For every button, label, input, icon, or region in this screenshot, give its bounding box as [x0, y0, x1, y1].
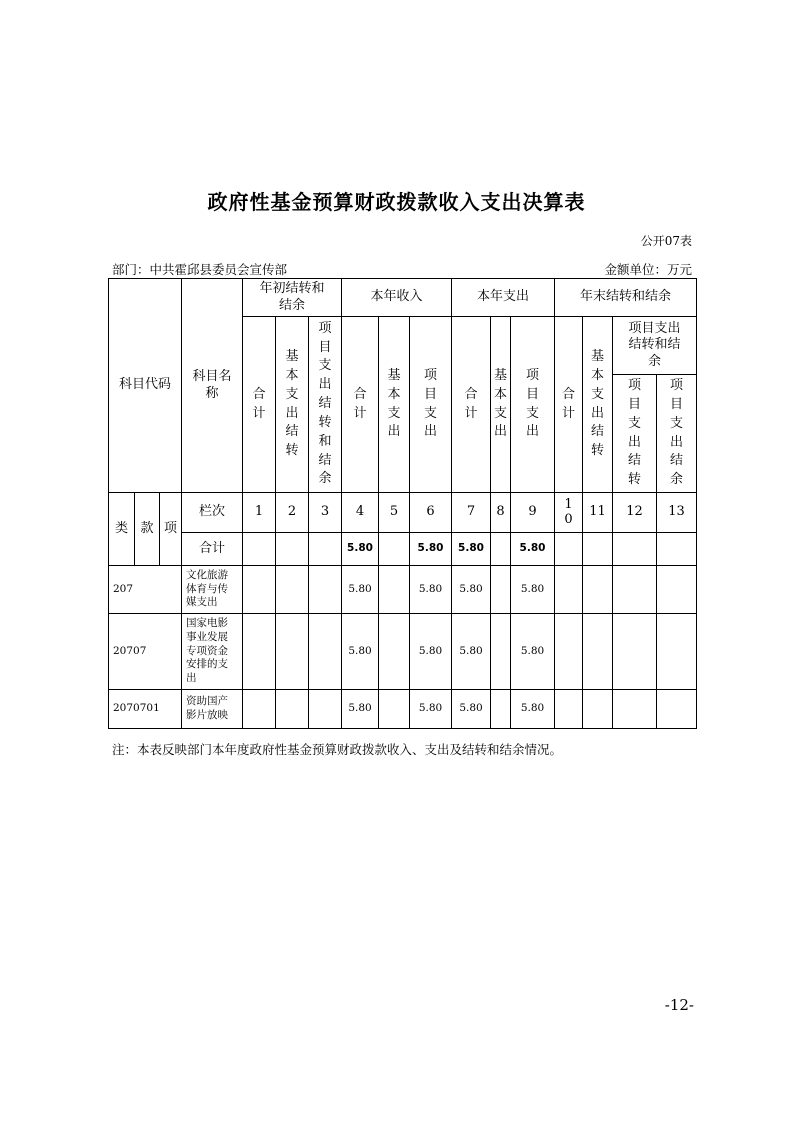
- column-index: 11: [583, 493, 613, 533]
- amount-cell: 5.80: [511, 566, 555, 614]
- total-cell: [657, 533, 697, 566]
- total-cell: 5.80: [511, 533, 555, 566]
- total-cell: [613, 533, 657, 566]
- amount-cell: [491, 614, 511, 690]
- column-index: 1 0: [555, 493, 583, 533]
- column-index: 13: [657, 493, 697, 533]
- amount-cell: 5.80: [410, 614, 452, 690]
- amount-cell: [243, 566, 276, 614]
- kuan-header: 款: [135, 493, 160, 566]
- amount-cell: [491, 566, 511, 614]
- column-index: 5: [379, 493, 410, 533]
- column-index: 1: [243, 493, 276, 533]
- begin-balance-group-header: 年初结转和 结余: [243, 279, 342, 317]
- amount-cell: [379, 566, 410, 614]
- amount-cell: [613, 614, 657, 690]
- expense-project-header: 项 目 支 出: [511, 317, 555, 493]
- amount-cell: [309, 690, 342, 729]
- subject-name: 资助国产 影片放映: [182, 690, 243, 729]
- begin-total-header: 合 计: [243, 317, 276, 493]
- income-basic-header: 基 本 支 出: [379, 317, 410, 493]
- column-index: 7: [452, 493, 491, 533]
- amount-cell: [379, 614, 410, 690]
- end-project-surplus-header: 项 目 支 出 结 余: [657, 375, 697, 493]
- total-cell: [379, 533, 410, 566]
- amount-cell: [491, 690, 511, 729]
- form-number: 公开07表: [640, 234, 692, 248]
- total-cell: [491, 533, 511, 566]
- table-note: 注：本表反映部门本年度政府性基金预算财政拨款收入、支出及结转和结余情况。: [112, 742, 563, 757]
- amount-cell: 5.80: [452, 690, 491, 729]
- income-group-header: 本年收入: [342, 279, 452, 317]
- amount-cell: [309, 614, 342, 690]
- end-project-group-header: 项目支出 结转和结 余: [613, 317, 697, 375]
- amount-cell: [555, 566, 583, 614]
- total-cell: [583, 533, 613, 566]
- amount-cell: [555, 614, 583, 690]
- end-balance-group-header: 年末结转和结余: [555, 279, 697, 317]
- amount-cell: 5.80: [452, 614, 491, 690]
- lei-header: 类: [109, 493, 135, 566]
- amount-cell: [243, 614, 276, 690]
- page-number: -12-: [664, 996, 694, 1014]
- department-label: 部门：中共霍邱县委员会宣传部: [112, 262, 288, 277]
- total-cell: [309, 533, 342, 566]
- amount-cell: [657, 690, 697, 729]
- xiang-header: 项: [160, 493, 182, 566]
- subject-name: 文化旅游 体育与传 媒支出: [182, 566, 243, 614]
- end-project-carry-header: 项 目 支 出 结 转: [613, 375, 657, 493]
- amount-cell: [613, 690, 657, 729]
- expense-group-header: 本年支出: [452, 279, 555, 317]
- total-cell: [555, 533, 583, 566]
- subject-code: 20707: [109, 614, 182, 690]
- page-title: 政府性基金预算财政拨款收入支出决算表: [207, 190, 586, 214]
- total-row-label: 合计: [182, 533, 243, 566]
- amount-cell: [379, 690, 410, 729]
- column-index: 12: [613, 493, 657, 533]
- amount-cell: [276, 690, 309, 729]
- amount-cell: [555, 690, 583, 729]
- amount-cell: 5.80: [342, 690, 379, 729]
- fund-budget-table: [108, 278, 697, 729]
- end-total-header: 合 计: [555, 317, 583, 493]
- total-cell: 5.80: [452, 533, 491, 566]
- column-index: 2: [276, 493, 309, 533]
- table-row: [109, 566, 697, 614]
- amount-cell: 5.80: [452, 566, 491, 614]
- column-index-label: 栏次: [182, 493, 243, 533]
- amount-cell: 5.80: [342, 566, 379, 614]
- expense-total-header: 合 计: [452, 317, 491, 493]
- column-index: 3: [309, 493, 342, 533]
- subject-code: 2070701: [109, 690, 182, 729]
- amount-cell: 5.80: [410, 566, 452, 614]
- end-basic-carry-header: 基 本 支 出 结 转: [583, 317, 613, 493]
- amount-cell: 5.80: [511, 690, 555, 729]
- amount-cell: [583, 566, 613, 614]
- amount-cell: [309, 566, 342, 614]
- amount-cell: [657, 614, 697, 690]
- total-cell: 5.80: [410, 533, 452, 566]
- amount-cell: [657, 566, 697, 614]
- income-project-header: 项 目 支 出: [410, 317, 452, 493]
- table-row: [109, 690, 697, 729]
- subject-code-header: 科目代码: [109, 279, 182, 493]
- begin-project-carry-surplus-header: 项 目 支 出 结 转 和 结 余: [309, 317, 342, 493]
- income-total-header: 合 计: [342, 317, 379, 493]
- column-index: 8: [491, 493, 511, 533]
- expense-basic-header: 基 本 支 出: [491, 317, 511, 493]
- amount-cell: 5.80: [511, 614, 555, 690]
- table-row: [109, 614, 697, 690]
- column-index: 9: [511, 493, 555, 533]
- amount-cell: [613, 566, 657, 614]
- amount-cell: 5.80: [342, 614, 379, 690]
- column-index: 4: [342, 493, 379, 533]
- subject-name-header: 科目名 称: [182, 279, 243, 493]
- subject-name: 国家电影 事业发展 专项资金 安排的支 出: [182, 614, 243, 690]
- amount-unit-label: 金额单位：万元: [604, 262, 692, 277]
- amount-cell: [276, 614, 309, 690]
- begin-basic-carry-header: 基 本 支 出 结 转: [276, 317, 309, 493]
- amount-cell: [276, 566, 309, 614]
- amount-cell: 5.80: [410, 690, 452, 729]
- amount-cell: [583, 690, 613, 729]
- subject-code: 207: [109, 566, 182, 614]
- total-cell: 5.80: [342, 533, 379, 566]
- total-cell: [243, 533, 276, 566]
- column-index: 6: [410, 493, 452, 533]
- amount-cell: [243, 690, 276, 729]
- amount-cell: [583, 614, 613, 690]
- total-cell: [276, 533, 309, 566]
